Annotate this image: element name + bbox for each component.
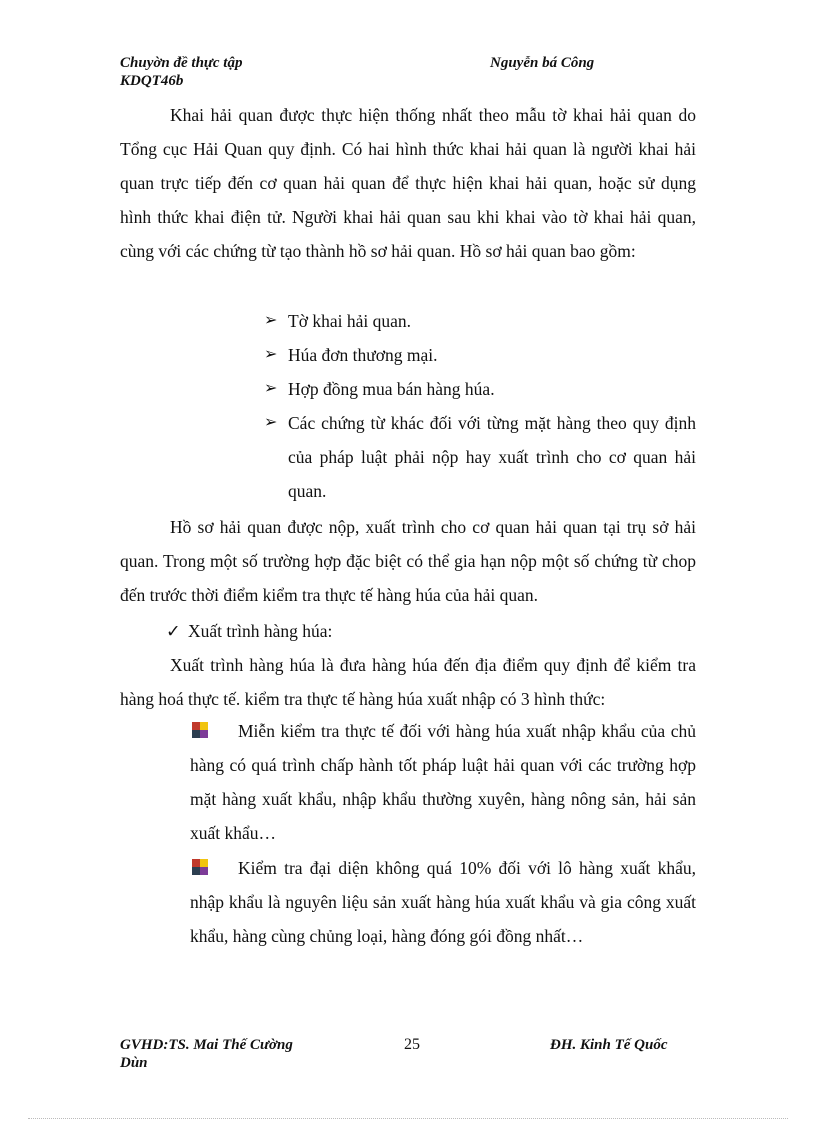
paragraph-2: Hồ sơ hải quan được nộp, xuất trình cho cơ quan hải quan tại trụ sở hải quan. Trong một số trường hợp đặc biệt có thể gia hạn nộp một số chứng từ chop đến trước thời điểm kiểm tra thực tế hàng húa của hải quan.: [120, 517, 696, 605]
footer-left: GVHD:TS. Mai Thế Cường Dùn: [120, 1037, 293, 1071]
quad-arrow-bullet-icon: [192, 722, 208, 738]
list-item: ➢ Tờ khai hải quan.: [264, 304, 696, 338]
page-number: 25: [404, 1036, 420, 1053]
bullet-list: [264, 304, 696, 508]
checkmark-icon: ✓: [166, 621, 181, 641]
quad-arrow-bullet-icon: [192, 859, 208, 875]
paragraph-1: Khai hải quan được thực hiện thống nhất theo mẫu tờ khai hải quan do Tổng cục Hải Quan quy định. Có hai hình thức khai hải quan là người khai hải quan trực tiếp đến cơ quan hải quan để thực hiện khai hải quan, hoặc sử dụng hình thức khai điện tử. Người khai hải quan sau khi khai vào tờ khai hải quan, cùng với các chứng từ tạo thành hồ sơ hải quan. Hồ sơ hải quan bao gồm:: [120, 105, 696, 261]
paragraph-3: Xuất trình hàng húa là đưa hàng húa đến địa điểm quy định để kiểm tra hàng hoá thực tế. kiểm tra thực tế hàng húa xuất nhập có 3 hình thức:: [120, 655, 696, 709]
arrow-bullet-icon: ➢: [264, 414, 278, 431]
arrow-bullet-icon: ➢: [264, 312, 278, 329]
sub-item: Kiểm tra đại diện không quá 10% đối với lô hàng xuất khẩu, nhập khẩu là nguyên liệu sản xuất hàng húa xuất khẩu và gia công xuất khẩu, hàng cùng chủng loại, hàng đóng gói đồng nhất…: [190, 858, 696, 946]
page-bottom-divider: [28, 1118, 788, 1119]
list-item: ➢ Húa đơn thương mại.: [264, 338, 696, 372]
sub-item: Miễn kiểm tra thực tế đối với hàng húa xuất nhập khẩu của chủ hàng có quá trình chấp hành tốt pháp luật hải quan với các trường hợp mặt hàng xuất khẩu, nhập khẩu thường xuyên, hàng nông sản, hải sản xuất khẩu…: [190, 721, 696, 843]
check-item: ✓ Xuất trình hàng húa:: [166, 614, 332, 648]
arrow-bullet-icon: ➢: [264, 380, 278, 397]
header-right: Nguyễn bá Công: [490, 55, 595, 71]
list-item: ➢ Hợp đồng mua bán hàng húa.: [264, 372, 696, 406]
footer-right: ĐH. Kinh Tế Quốc: [550, 1037, 668, 1053]
arrow-bullet-icon: ➢: [264, 346, 278, 363]
header-left: Chuyờn đề thực tập KDQT46b: [120, 55, 243, 89]
list-item: ➢ Các chứng từ khác đối với từng mặt hàng theo quy định của pháp luật phải nộp hay xuất trình cho cơ quan hải quan.: [264, 406, 696, 508]
